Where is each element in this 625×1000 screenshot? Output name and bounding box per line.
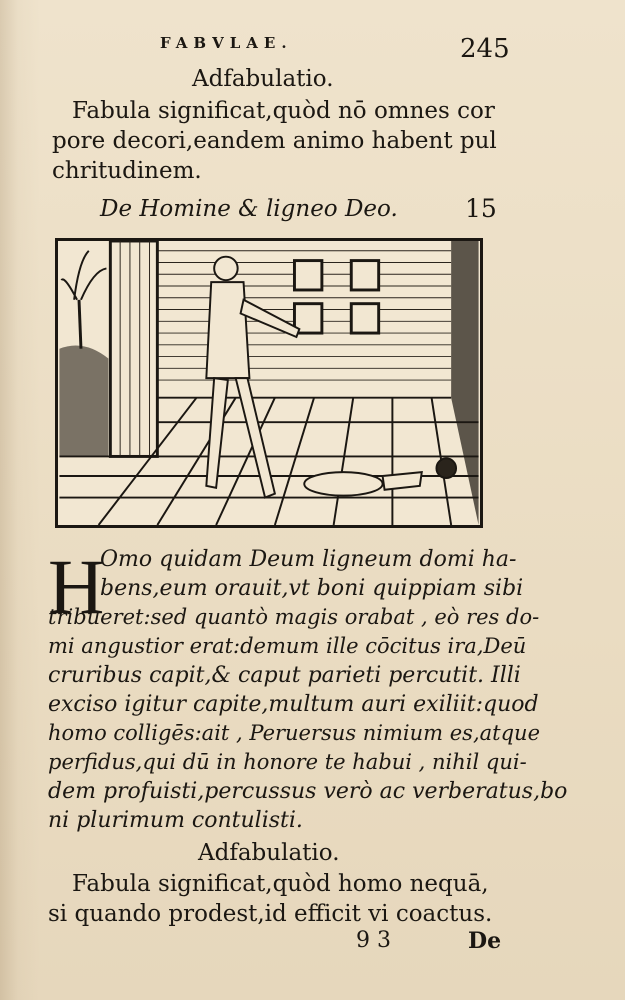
- running-title: FABVLAE.: [160, 34, 293, 52]
- moral-heading-top: Adfabulatio.: [192, 66, 334, 92]
- fable-line: cruribus capit,& caput parieti percutit. Illi: [48, 663, 521, 688]
- page-number: 245: [460, 34, 510, 64]
- woodcut-svg: [58, 241, 480, 525]
- signature-mark: 9 3: [356, 928, 391, 953]
- fable-line: bens,eum orauit,vt boni quippiam sibi: [100, 576, 524, 601]
- moral-line: pore decori,eandem animo habent pul: [52, 128, 497, 154]
- moral-heading-bottom: Adfabulatio.: [198, 840, 340, 866]
- catchword: De: [468, 928, 502, 954]
- fable-line: perfidus,qui dū in honore te habui , nihil qui-: [48, 750, 527, 774]
- moral-line: Fabula significat,quòd nō omnes cor: [72, 98, 495, 124]
- fable-line: homo colligēs:ait , Peruersus nimium es,atque: [48, 721, 540, 745]
- moral-line: Fabula significat,quòd homo nequā,: [72, 871, 489, 897]
- fable-line: dem profuisti,percussus verò ac verberatus,bo: [48, 779, 568, 804]
- fable-line: mi angustior erat:demum ille cōcitus ira,Deū: [48, 634, 527, 658]
- fable-number: 15: [465, 194, 497, 223]
- fable-line: exciso igitur capite,multum auri exiliit:quod: [48, 692, 539, 717]
- moral-line: chritudinem.: [52, 158, 202, 184]
- fable-line: Omo quidam Deum ligneum domi ha-: [100, 547, 517, 572]
- drop-cap: H: [48, 543, 105, 630]
- fable-title: De Homine & ligneo Deo.: [100, 196, 398, 222]
- woodcut-illustration: [55, 238, 483, 528]
- fable-line: tribueret:sed quantò magis orabat , eò res do-: [48, 605, 540, 629]
- moral-line: si quando prodest,id efficit vi coactus.: [48, 901, 493, 927]
- fable-line: ni plurimum contulisti.: [48, 808, 303, 833]
